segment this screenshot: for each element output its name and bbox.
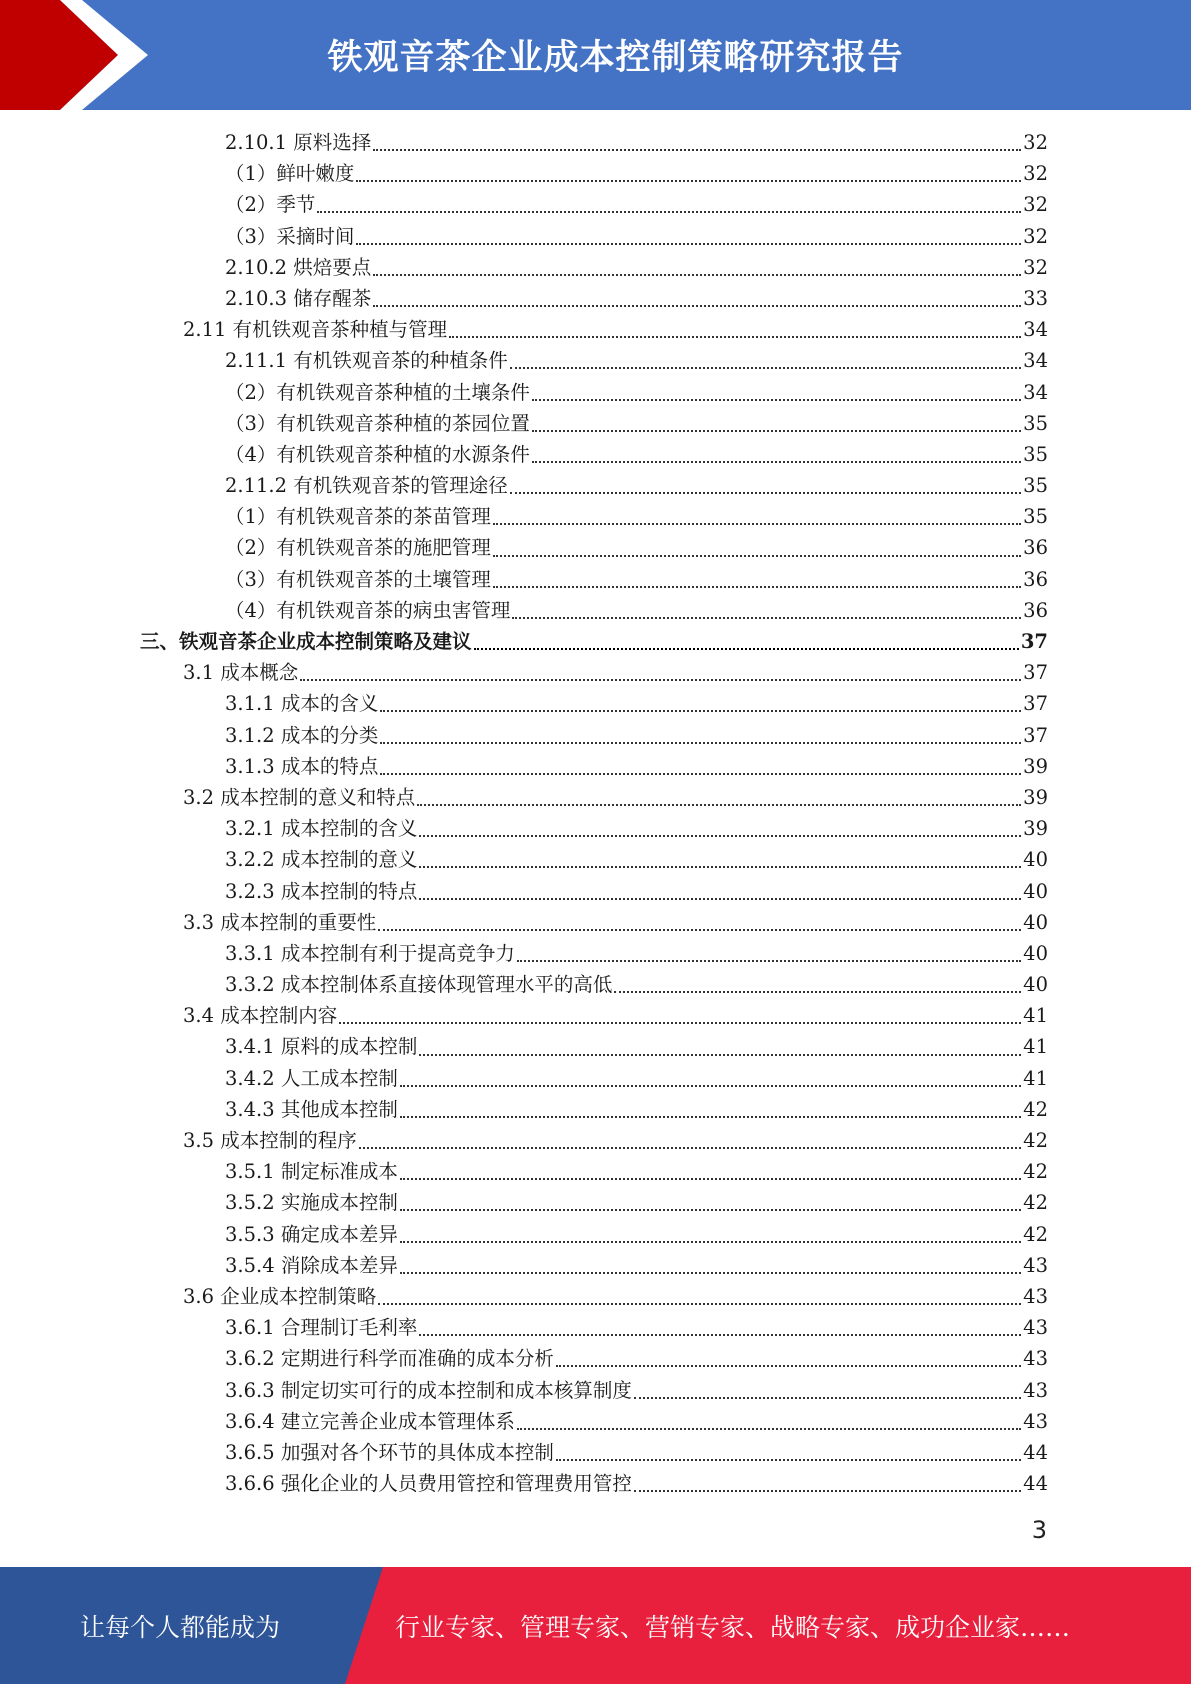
- toc-entry-label: （2）有机铁观音茶的施肥管理: [225, 536, 491, 560]
- toc-dot-leader: [400, 1271, 1021, 1274]
- toc-entry-label: 3.6.3 制定切实可行的成本控制和成本核算制度: [225, 1378, 632, 1402]
- toc-dot-leader: [317, 210, 1021, 213]
- toc-entry-page: 35: [1023, 411, 1048, 435]
- toc-entry[interactable]: [0, 1468, 1048, 1499]
- toc-entry[interactable]: [0, 189, 1048, 220]
- toc-entry-page: 35: [1023, 505, 1048, 529]
- toc-entry-page: 37: [1023, 723, 1048, 747]
- toc-entry[interactable]: [0, 751, 1048, 782]
- toc-dot-leader: [517, 959, 1021, 962]
- toc-dot-leader: [419, 834, 1021, 837]
- toc-entry[interactable]: [0, 501, 1048, 532]
- toc-entry[interactable]: [0, 1031, 1048, 1062]
- footer-slogan-right: 行业专家、管理专家、营销专家、战略专家、成功企业家……: [395, 1612, 1071, 1642]
- toc-dot-leader: [512, 616, 1021, 619]
- toc-entry[interactable]: [0, 470, 1048, 501]
- header-banner: [0, 0, 1191, 110]
- toc-dot-leader: [339, 1021, 1021, 1024]
- toc-entry[interactable]: [0, 844, 1048, 875]
- toc-dot-leader: [419, 897, 1021, 900]
- toc-entry-label: 2.10.3 储存醒茶: [225, 286, 372, 310]
- toc-dot-leader: [634, 1489, 1021, 1492]
- toc-dot-leader: [556, 1458, 1021, 1461]
- toc-entry-page: 35: [1023, 474, 1048, 498]
- toc-dot-leader: [400, 1177, 1021, 1180]
- toc-entry-label: （3）有机铁观音茶种植的茶园位置: [225, 411, 530, 435]
- toc-entry[interactable]: [0, 564, 1048, 595]
- toc-entry-label: 3.4.1 原料的成本控制: [225, 1035, 418, 1059]
- toc-entry[interactable]: [0, 969, 1048, 1000]
- toc-entry-label: 3.3.2 成本控制体系直接体现管理水平的高低: [225, 973, 613, 997]
- toc-entry[interactable]: [0, 439, 1048, 470]
- toc-entry[interactable]: [0, 1187, 1048, 1218]
- toc-entry-page: 37: [1023, 692, 1048, 716]
- toc-entry-page: 36: [1023, 567, 1048, 591]
- toc-dot-leader: [532, 429, 1021, 432]
- toc-entry[interactable]: [0, 1219, 1048, 1250]
- toc-entry-page: 41: [1023, 1035, 1048, 1059]
- toc-dot-leader: [378, 928, 1021, 931]
- toc-entry[interactable]: [0, 720, 1048, 751]
- toc-entry-page: 36: [1023, 536, 1048, 560]
- toc-entry-label: （2）季节: [225, 193, 316, 217]
- toc-entry-label: 3.2.3 成本控制的特点: [225, 879, 418, 903]
- toc-entry-page: 40: [1023, 848, 1048, 872]
- toc-dot-leader: [400, 1240, 1021, 1243]
- toc-entry-label: 3.6.1 合理制订毛利率: [225, 1316, 418, 1340]
- toc-entry-label: 3.6 企业成本控制策略: [183, 1284, 377, 1308]
- toc-entry-page: 32: [1023, 255, 1048, 279]
- toc-entry[interactable]: [0, 1250, 1048, 1281]
- toc-dot-leader: [400, 1084, 1021, 1087]
- toc-entry[interactable]: [0, 345, 1048, 376]
- toc-dot-leader: [510, 491, 1021, 494]
- toc-dot-leader: [378, 1302, 1021, 1305]
- toc-dot-leader: [474, 647, 1019, 650]
- toc-entry-page: 40: [1023, 879, 1048, 903]
- toc-entry[interactable]: [0, 876, 1048, 907]
- toc-entry-label: 3.1.2 成本的分类: [225, 723, 379, 747]
- toc-entry-page: 32: [1023, 193, 1048, 217]
- toc-entry-label: 3.5.3 确定成本差异: [225, 1222, 398, 1246]
- toc-entry[interactable]: [0, 1000, 1048, 1031]
- toc-entry-page: 42: [1023, 1222, 1048, 1246]
- toc-entry-page: 43: [1023, 1316, 1048, 1340]
- toc-entry[interactable]: [0, 1343, 1048, 1374]
- toc-entry-label: 2.10.2 烘焙要点: [225, 255, 372, 279]
- toc-dot-leader: [359, 1146, 1021, 1149]
- toc-entry[interactable]: [0, 1156, 1048, 1187]
- toc-dot-leader: [449, 335, 1021, 338]
- toc-dot-leader: [419, 865, 1021, 868]
- toc-entry-page: 42: [1023, 1129, 1048, 1152]
- toc-entry-label: 2.11 有机铁观音茶种植与管理: [183, 318, 448, 342]
- toc-dot-leader: [380, 741, 1021, 744]
- toc-entry-page: 42: [1023, 1191, 1048, 1215]
- toc-entry[interactable]: [0, 626, 1048, 657]
- toc-entry-page: 43: [1023, 1347, 1048, 1371]
- toc-entry-page: 32: [1023, 162, 1048, 186]
- toc-entry-page: 37: [1020, 630, 1048, 653]
- toc-dot-leader: [373, 148, 1021, 151]
- toc-entry-page: 37: [1023, 661, 1048, 685]
- toc-entry-page: 41: [1023, 1004, 1048, 1028]
- toc-entry-page: 34: [1023, 349, 1048, 373]
- toc-entry-label: 3.1 成本概念: [183, 661, 299, 685]
- toc-dot-leader: [373, 273, 1021, 276]
- toc-entry[interactable]: [0, 1281, 1048, 1312]
- toc-entry-page: 43: [1023, 1378, 1048, 1402]
- toc-entry-label: （1）鲜叶嫩度: [225, 162, 355, 186]
- toc-entry-label: 3.2 成本控制的意义和特点: [183, 785, 416, 809]
- toc-entry[interactable]: [0, 1063, 1048, 1094]
- toc-entry-page: 43: [1023, 1253, 1048, 1277]
- toc-entry-page: 39: [1023, 817, 1048, 841]
- toc-entry-label: 3.1.3 成本的特点: [225, 754, 379, 778]
- toc-dot-leader: [300, 678, 1021, 681]
- toc-dot-leader: [419, 1333, 1021, 1336]
- toc-entry-page: 39: [1023, 754, 1048, 778]
- toc-entry[interactable]: [0, 938, 1048, 969]
- toc-dot-leader: [356, 179, 1021, 182]
- toc-entry[interactable]: [0, 782, 1048, 813]
- toc-entry-label: （4）有机铁观音茶的病虫害管理: [225, 598, 511, 622]
- toc-entry[interactable]: [0, 127, 1048, 158]
- toc-entry-label: 3.6.2 定期进行科学而准确的成本分析: [225, 1347, 554, 1371]
- toc-dot-leader: [556, 1364, 1021, 1367]
- toc-entry[interactable]: [0, 1125, 1048, 1156]
- toc-entry-label: 3.2.1 成本控制的含义: [225, 817, 418, 841]
- toc-entry-label: 3.4.2 人工成本控制: [225, 1066, 398, 1090]
- toc-entry-page: 41: [1023, 1066, 1048, 1090]
- toc-entry-label: 3.1.1 成本的含义: [225, 692, 379, 716]
- toc-dot-leader: [532, 460, 1021, 463]
- toc-entry-label: 2.11.1 有机铁观音茶的种植条件: [225, 349, 508, 373]
- toc-entry-page: 36: [1023, 598, 1048, 622]
- toc-entry-label: 3.3.1 成本控制有利于提高竞争力: [225, 941, 515, 965]
- toc-entry-page: 32: [1023, 224, 1048, 248]
- footer-slogan-left: 让每个人都能成为: [79, 1612, 280, 1642]
- toc-dot-leader: [614, 990, 1021, 993]
- document-title: 铁观音茶企业成本控制策略研究报告: [327, 38, 904, 78]
- toc-entry-label: 3.5 成本控制的程序: [183, 1129, 357, 1152]
- footer-banner: [0, 1567, 1191, 1684]
- toc-entry[interactable]: [0, 314, 1048, 345]
- toc-entry[interactable]: [0, 813, 1048, 844]
- toc-entry[interactable]: [0, 907, 1048, 938]
- toc-entry-label: （4）有机铁观音茶种植的水源条件: [225, 442, 530, 466]
- toc-entry[interactable]: [0, 532, 1048, 563]
- toc-entry-label: （3）采摘时间: [225, 224, 355, 248]
- toc-dot-leader: [517, 1427, 1021, 1430]
- toc-entry-page: 34: [1023, 318, 1048, 342]
- toc-entry[interactable]: [0, 688, 1048, 719]
- page-number: 3: [1031, 1516, 1047, 1544]
- toc-entry-label: 3.3 成本控制的重要性: [183, 910, 377, 934]
- toc-entry[interactable]: [0, 1375, 1048, 1406]
- toc-entry[interactable]: [0, 252, 1048, 283]
- toc-entry-page: 35: [1023, 442, 1048, 466]
- toc-entry[interactable]: [0, 1312, 1048, 1343]
- toc-dot-leader: [510, 366, 1021, 369]
- toc-dot-leader: [417, 803, 1021, 806]
- arrow-decoration-icon: [0, 0, 160, 110]
- toc-dot-leader: [373, 304, 1021, 307]
- toc-entry-label: 3.5.2 实施成本控制: [225, 1191, 398, 1215]
- toc-entry-page: 42: [1023, 1097, 1048, 1121]
- toc-entry-page: 40: [1023, 973, 1048, 997]
- toc-entry-label: （3）有机铁观音茶的土壤管理: [225, 567, 491, 591]
- toc-entry-page: 43: [1023, 1284, 1048, 1308]
- toc-entry-label: 2.10.1 原料选择: [225, 131, 372, 154]
- toc-entry-page: 44: [1023, 1440, 1048, 1464]
- toc-entry-page: 39: [1023, 785, 1048, 809]
- toc-entry-label: 3.4.3 其他成本控制: [225, 1097, 398, 1121]
- toc-dot-leader: [493, 522, 1021, 525]
- toc-entry[interactable]: [0, 595, 1048, 626]
- toc-dot-leader: [532, 398, 1021, 401]
- toc-dot-leader: [493, 585, 1021, 588]
- toc-entry-page: 32: [1023, 131, 1048, 154]
- toc-entry-label: 2.11.2 有机铁观音茶的管理途径: [225, 474, 508, 498]
- toc-entry[interactable]: [0, 408, 1048, 439]
- toc-entry[interactable]: [0, 1437, 1048, 1468]
- toc-entry-label: （1）有机铁观音茶的茶苗管理: [225, 505, 491, 529]
- toc-entry[interactable]: [0, 657, 1048, 688]
- toc-entry-page: 33: [1023, 286, 1048, 310]
- toc-entry-label: 3.6.6 强化企业的人员费用管控和管理费用管控: [225, 1472, 632, 1496]
- toc-entry-page: 42: [1023, 1160, 1048, 1184]
- toc-entry[interactable]: [0, 1406, 1048, 1437]
- toc-entry[interactable]: [0, 221, 1048, 252]
- toc-entry-page: 40: [1023, 941, 1048, 965]
- toc-dot-leader: [634, 1396, 1021, 1399]
- toc-dot-leader: [356, 242, 1021, 245]
- toc-entry-label: 3.2.2 成本控制的意义: [225, 848, 418, 872]
- toc-entry-page: 40: [1023, 910, 1048, 934]
- toc-dot-leader: [400, 1115, 1021, 1118]
- toc-dot-leader: [493, 554, 1021, 557]
- toc-entry[interactable]: [0, 283, 1048, 314]
- toc-entry-label: 3.4 成本控制内容: [183, 1004, 338, 1028]
- toc-entry-page: 34: [1023, 380, 1048, 404]
- toc-entry-page: 43: [1023, 1409, 1048, 1433]
- toc-entry-label: 3.6.4 建立完善企业成本管理体系: [225, 1409, 515, 1433]
- toc-entry-label: 3.5.4 消除成本差异: [225, 1253, 398, 1277]
- toc-entry-page: 44: [1023, 1472, 1048, 1496]
- toc-entry[interactable]: [0, 158, 1048, 189]
- toc-dot-leader: [419, 1053, 1021, 1056]
- toc-dot-leader: [380, 772, 1021, 775]
- toc-entry-label: 3.5.1 制定标准成本: [225, 1160, 398, 1184]
- toc-entry-label: 3.6.5 加强对各个环节的具体成本控制: [225, 1440, 554, 1464]
- toc-dot-leader: [380, 709, 1021, 712]
- table-of-contents: [0, 127, 1191, 1499]
- toc-entry-label: （2）有机铁观音茶种植的土壤条件: [225, 380, 530, 404]
- toc-entry[interactable]: [0, 1094, 1048, 1125]
- toc-entry[interactable]: [0, 377, 1048, 408]
- toc-entry-label: 三、铁观音茶企业成本控制策略及建议: [140, 630, 472, 653]
- toc-dot-leader: [400, 1208, 1021, 1211]
